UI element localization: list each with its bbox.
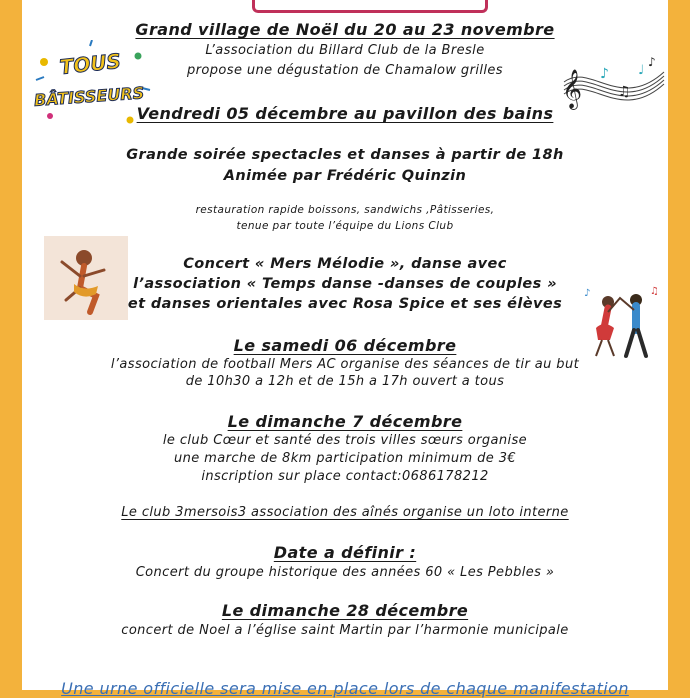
- svg-text:♫: ♫: [618, 84, 631, 100]
- event-text: de 10h30 a 12h et de 15h a 17h ouvert a tous: [185, 374, 505, 389]
- event-text: et danses orientales avec Rosa Spice et ses élèves: [127, 296, 563, 312]
- footer-notice: Une urne officielle sera mise en place lors de chaque manifestation: [61, 679, 629, 698]
- event-text: l’association « Temps danse -danses de couples »: [133, 276, 557, 292]
- event-text: Concert du groupe historique des années 60 « Les Pebbles »: [135, 565, 555, 580]
- event-note: restauration rapide boissons, sandwichs ,Pâtisseries,: [195, 204, 495, 216]
- event-note: tenue par toute l’équipe du Lions Club: [236, 220, 454, 232]
- svg-text:♪: ♪: [648, 55, 656, 69]
- svg-text:TOUS: TOUS: [58, 48, 123, 80]
- event-text: Le club 3mersois3 association des aînés organise un loto interne: [121, 505, 569, 520]
- svg-text:BÂTISSEURS: BÂTISSEURS: [33, 83, 145, 110]
- event-text: une marche de 8km participation minimum de 3€: [173, 451, 517, 466]
- event-text: l’association de football Mers AC organise des séances de tir au but: [110, 357, 580, 372]
- event-title: Le dimanche 7 décembre: [227, 412, 463, 431]
- event-title: Le samedi 06 décembre: [233, 336, 457, 355]
- event-text: propose une dégustation de Chamalow grilles: [187, 63, 503, 78]
- event-text: le club Cœur et santé des trois villes sœurs organise: [162, 433, 528, 448]
- event-text: inscription sur place contact:0686178212: [201, 469, 489, 484]
- event-title: Le dimanche 28 décembre: [221, 601, 469, 620]
- title-box-edge: [252, 0, 488, 13]
- event-title: Vendredi 05 décembre au pavillon des bains: [136, 104, 554, 123]
- svg-text:♫: ♫: [650, 286, 659, 297]
- svg-text:♪: ♪: [600, 66, 609, 82]
- event-text: concert de Noel a l’église saint Martin par l’harmonie municipale: [121, 623, 569, 638]
- event-title: Grand village de Noël du 20 au 23 novembre: [135, 20, 555, 39]
- event-text: Grande soirée spectacles et danses à partir de 18h: [126, 147, 564, 163]
- event-text: Animée par Frédéric Quinzin: [223, 168, 467, 184]
- svg-text:♪: ♪: [584, 288, 591, 299]
- poster-sheet: [22, 0, 668, 698]
- event-text: Concert « Mers Mélodie », danse avec: [183, 256, 507, 272]
- svg-text:𝄞: 𝄞: [562, 69, 583, 109]
- event-text: L’association du Billard Club de la Bresle: [205, 43, 485, 58]
- event-title: Date a définir :: [273, 543, 417, 562]
- svg-text:♩: ♩: [638, 63, 645, 78]
